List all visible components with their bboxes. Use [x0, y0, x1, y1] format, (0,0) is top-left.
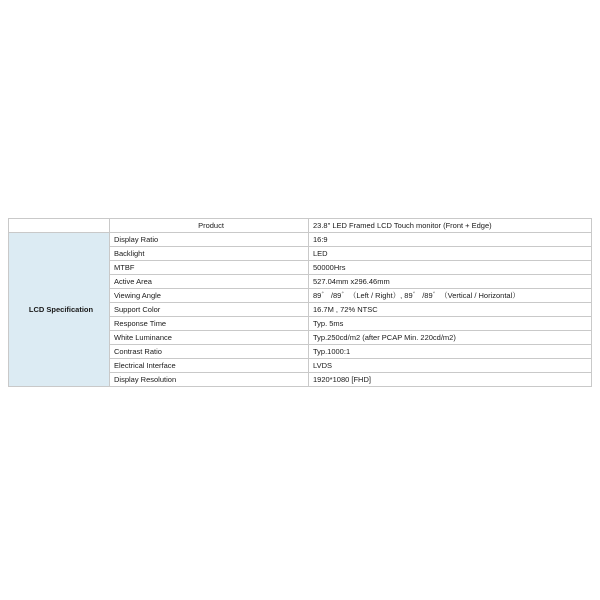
- table-cell-key: Response Time: [110, 317, 309, 331]
- table-cell-product-key: Product: [110, 219, 309, 233]
- table-cell-value: 16:9: [309, 233, 592, 247]
- table-cell-section-label: LCD Specification: [9, 233, 110, 387]
- lcd-specification-table: [8, 218, 592, 387]
- table-cell-value: 16.7M , 72% NTSC: [309, 303, 592, 317]
- table-cell-key: MTBF: [110, 261, 309, 275]
- table-cell-value: Typ. 5ms: [309, 317, 592, 331]
- table-cell-key: Contrast Ratio: [110, 345, 309, 359]
- table-row-product: [9, 219, 592, 233]
- table-cell-value: LVDS: [309, 359, 592, 373]
- table-cell-value: LED: [309, 247, 592, 261]
- table-cell-value: 527.04mm x296.46mm: [309, 275, 592, 289]
- table-cell-value: Typ.1000:1: [309, 345, 592, 359]
- table-cell-product-value: 23.8" LED Framed LCD Touch monitor (Front + Edge): [309, 219, 592, 233]
- table-cell-key: Viewing Angle: [110, 289, 309, 303]
- table-cell-key: Backlight: [110, 247, 309, 261]
- table-row: [9, 233, 592, 247]
- table-cell-value: Typ.250cd/m2 (after PCAP Min. 220cd/m2): [309, 331, 592, 345]
- table-cell-key: Electrical Interface: [110, 359, 309, 373]
- lcd-specification-table-wrapper: [8, 218, 592, 387]
- table-cell-key: Active Area: [110, 275, 309, 289]
- table-cell-key: Display Resolution: [110, 373, 309, 387]
- table-cell-value: 1920*1080 [FHD]: [309, 373, 592, 387]
- table-cell-key: White Luminance: [110, 331, 309, 345]
- table-cell-value: 89゛ /89゛（Left / Right）, 89゛ /89゛（Vertical / Horizontal）: [309, 289, 592, 303]
- table-cell-empty-corner: [9, 219, 110, 233]
- table-cell-key: Support Color: [110, 303, 309, 317]
- table-cell-value: 50000Hrs: [309, 261, 592, 275]
- table-body: [9, 219, 592, 387]
- table-cell-key: Display Ratio: [110, 233, 309, 247]
